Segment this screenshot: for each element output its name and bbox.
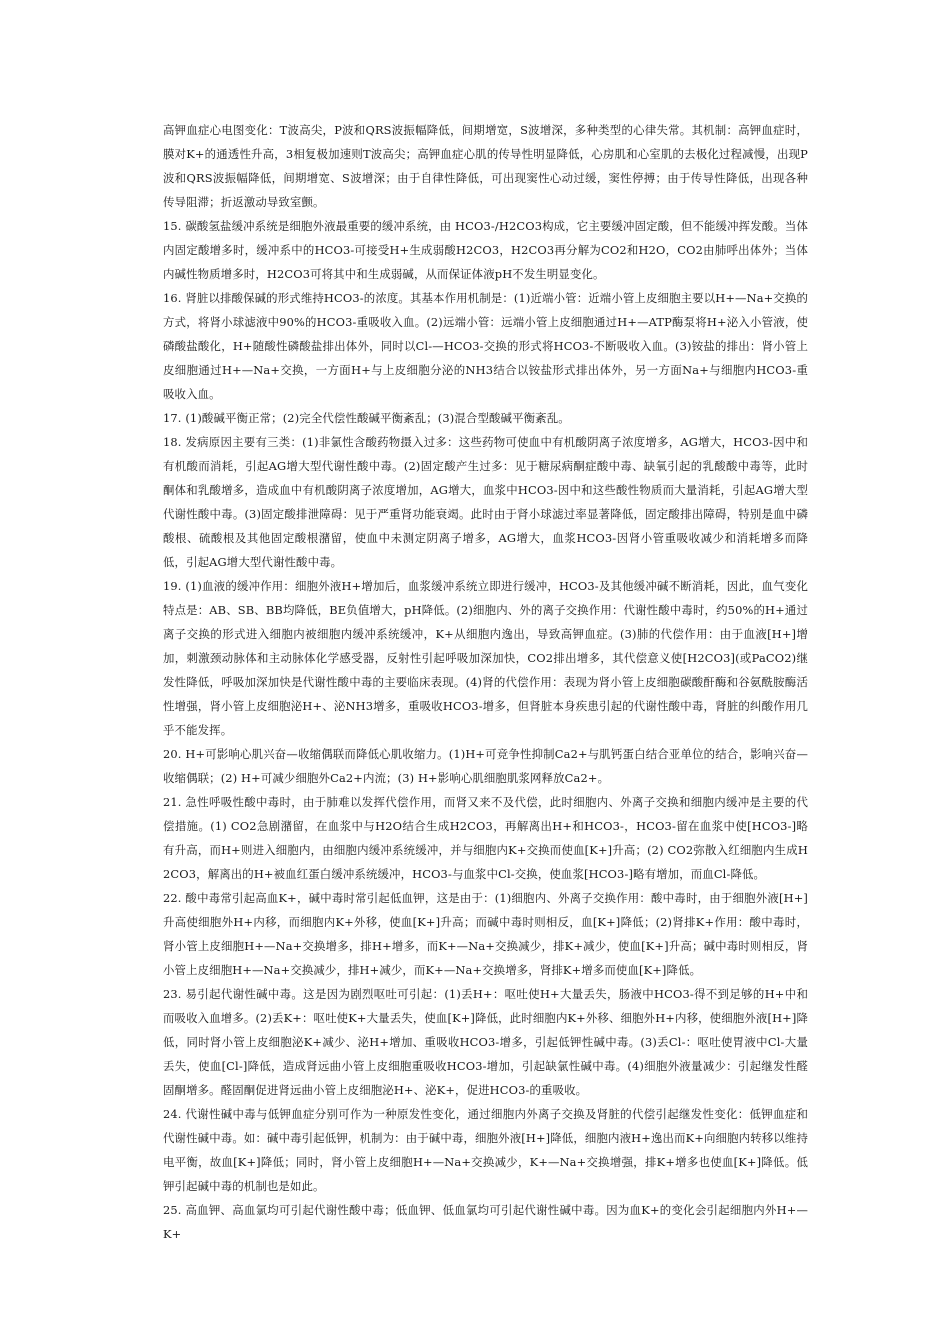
paragraph-hyperkalemia-ecg: 高钾血症心电图变化：T波高尖，P波和QRS波振幅降低，间期增宽，S波增深，多种类型的心律失常。其机制：高钾血症时，膜对K+的通透性升高，3相复极加速则T波高尖；高钾血症心肌的传导性明显降低，心房肌和心室肌的去极化过程减慢，出现P波和QRS波振幅降低，间期增宽、S波增深；由于自律性降低，可出现窦性心动过缓，窦性停搏；由于传导性降低，出现各种传导阻滞；折返激动导致室颤。 — [163, 123, 808, 209]
paragraph-18: 18. 发病原因主要有三类：(1)非氯性含酸药物摄入过多：这些药物可使血中有机酸阴离子浓度增多，AG增大，HCO3-因中和有机酸而消耗，引起AG增大型代谢性酸中毒。(2)固定酸产生过多：见于糖尿病酮症酸中毒、缺氧引起的乳酸酸中毒等，此时酮体和乳酸增多，造成血中有机酸阴离子浓度增加，AG增大，血浆中HCO3-因中和这些酸性物质而大量消耗，引起AG增大型代谢性酸中毒。(3)固定酸排泄障碍：见于严重肾功能衰竭。此时由于肾小球滤过率显著降低，固定酸排出障碍，特别是血中磷酸根、硫酸根及其他固定酸根潴留，使血中未测定阴离子增多，AG增大，血浆HCO3-因肾小管重吸收减少和消耗增多而降低，引起AG增大型代谢性酸中毒。 — [163, 435, 808, 569]
paragraph-25: 25. 高血钾、高血氯均可引起代谢性酸中毒；低血钾、低血氯均可引起代谢性碱中毒。因为血K+的变化会引起细胞内外H+—K+ — [163, 1203, 808, 1241]
paragraph-19: 19. (1)血液的缓冲作用：细胞外液H+增加后，血浆缓冲系统立即进行缓冲，HCO3-及其他缓冲碱不断消耗，因此，血气变化特点是：AB、SB、BB均降低，BE负值增大，pH降低。(2)细胞内、外的离子交换作用：代谢性酸中毒时，约50%的H+通过离子交换的形式进入细胞内被细胞内缓冲系统缓冲，K+从细胞内逸出，导致高钾血症。(3)肺的代偿作用：由于血液[H+]增加，刺激颈动脉体和主动脉体化学感受器，反射性引起呼吸加深加快，CO2排出增多，其代偿意义使[H2CO3](或PaCO2)继发性降低，呼吸加深加快是代谢性酸中毒的主要临床表现。(4)肾的代偿作用：表现为肾小管上皮细胞碳酸酐酶和谷氨酰胺酶活性增强，肾小管上皮细胞泌H+、泌NH3增多，重吸收HCO3-增多，但肾脏本身疾患引起的代谢性酸中毒，肾脏的纠酸作用几乎不能发挥。 — [163, 579, 808, 737]
paragraph-16: 16. 肾脏以排酸保碱的形式维持HCO3-的浓度。其基本作用机制是：(1)近端小管：近端小管上皮细胞主要以H+—Na+交换的方式，将肾小球滤液中90%的HCO3-重吸收入血。(2)远端小管：远端小管上皮细胞通过H+—ATP酶泵将H+泌入小管液，使磷酸盐酸化，H+随酸性磷酸盐排出体外，同时以Cl-—HCO3-交换的形式将HCO3-不断吸收入血。(3)铵盐的排出：肾小管上皮细胞通过H+—Na+交换，一方面H+与上皮细胞分泌的NH3结合以铵盐形式排出体外，另一方面Na+与细胞内HCO3-重吸收入血。 — [163, 291, 808, 401]
paragraph-15: 15. 碳酸氢盐缓冲系统是细胞外液最重要的缓冲系统，由 HCO3-/H2CO3构成，它主要缓冲固定酸，但不能缓冲挥发酸。当体内固定酸增多时，缓冲系中的HCO3-可接受H+生成弱酸H2CO3，H2CO3再分解为CO2和H2O，CO2由肺呼出体外；当体内碱性物质增多时，H2CO3可将其中和生成弱碱，从而保证体液pH不发生明显变化。 — [163, 219, 808, 281]
paragraph-24: 24. 代谢性碱中毒与低钾血症分别可作为一种原发性变化，通过细胞内外离子交换及肾脏的代偿引起继发性变化：低钾血症和代谢性碱中毒。如：碱中毒引起低钾，机制为：由于碱中毒，细胞外液[H+]降低，细胞内液H+逸出而K+向细胞内转移以维持电平衡，故血[K+]降低；同时，肾小管上皮细胞H+—Na+交换减少，K+—Na+交换增强，排K+增多也使血[K+]降低。低钾引起碱中毒的机制也是如此。 — [163, 1107, 808, 1193]
document-page — [163, 118, 808, 1246]
paragraph-22: 22. 酸中毒常引起高血K+，碱中毒时常引起低血钾，这是由于：(1)细胞内、外离子交换作用：酸中毒时，由于细胞外液[H+]升高使细胞外H+内移，而细胞内K+外移，使血[K+]升高；而碱中毒时则相反，血[K+]降低；(2)肾排K+作用：酸中毒时，肾小管上皮细胞H+—Na+交换增多，排H+增多，而K+—Na+交换减少，排K+减少，使血[K+]升高；碱中毒时则相反，肾小管上皮细胞H+—Na+交换减少，排H+减少，而K+—Na+交换增多，肾排K+增多而使血[K+]降低。 — [163, 891, 808, 977]
paragraph-21: 21. 急性呼吸性酸中毒时，由于肺难以发挥代偿作用，而肾又来不及代偿，此时细胞内、外离子交换和细胞内缓冲是主要的代偿措施。(1) CO2急剧潴留，在血浆中与H2O结合生成H2CO3，再解离出H+和HCO3-，HCO3-留在血浆中使[HCO3-]略有升高，而H+则进入细胞内，由细胞内缓冲系统缓冲，并与细胞内K+交换而使血[K+]升高；(2) CO2弥散入红细胞内生成H2CO3，解离出的H+被血红蛋白缓冲系统缓冲，HCO3-与血浆中Cl-交换，使血浆[HCO3-]略有增加，而血Cl-降低。 — [163, 795, 808, 881]
paragraph-20: 20. H+可影响心肌兴奋—收缩偶联而降低心肌收缩力。(1)H+可竞争性抑制Ca2+与肌钙蛋白结合亚单位的结合，影响兴奋—收缩偶联；(2) H+可减少细胞外Ca2+内流；(3) H+影响心肌细胞肌浆网释放Ca2+。 — [163, 747, 808, 785]
paragraph-23: 23. 易引起代谢性碱中毒。这是因为剧烈呕吐可引起：(1)丢H+：呕吐使H+大量丢失，肠液中HCO3-得不到足够的H+中和而吸收入血增多。(2)丢K+：呕吐使K+大量丢失，使血[K+]降低，此时细胞内K+外移、细胞外H+内移，使细胞外液[H+]降低，同时肾小管上皮细胞泌K+减少、泌H+增加、重吸收HCO3-增多，引起低钾性碱中毒。(3)丢Cl-：呕吐使胃液中Cl-大量丢失，使血[Cl-]降低，造成肾远曲小管上皮细胞重吸收HCO3-增加，引起缺氯性碱中毒。(4)细胞外液量减少：引起继发性醛固酮增多。醛固酮促进肾远曲小管上皮细胞泌H+、泌K+，促进HCO3-的重吸收。 — [163, 987, 808, 1097]
paragraph-17: 17. (1)酸碱平衡正常；(2)完全代偿性酸碱平衡紊乱；(3)混合型酸碱平衡紊乱。 — [163, 411, 570, 425]
